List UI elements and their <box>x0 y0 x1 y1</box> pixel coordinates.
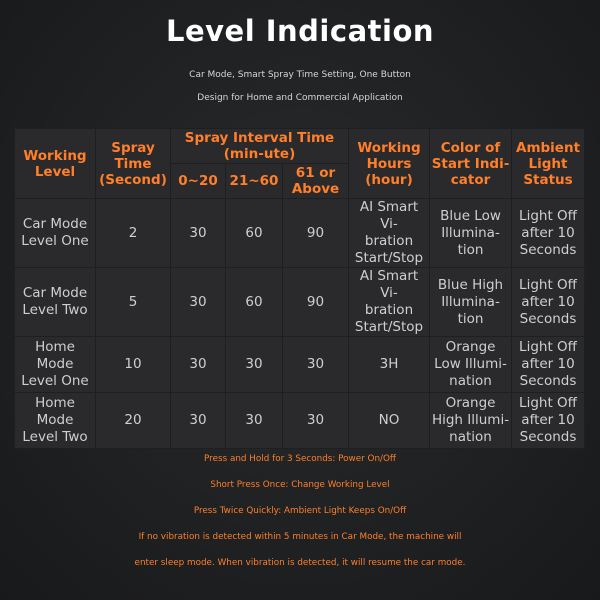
spray-time-cell: 10 <box>96 337 170 392</box>
cell-line: Light Off <box>519 339 577 355</box>
level-name-line: Home Mode <box>35 339 75 372</box>
color-indicator-cell <box>430 393 511 448</box>
level-table <box>14 128 585 449</box>
cell-line: Start/Stop <box>354 319 424 335</box>
cell-line: Low Illumi- <box>434 356 507 372</box>
instruction-line: Press Twice Quickly: Ambient Light Keeps On/Off <box>193 506 407 516</box>
cell-line: Seconds <box>519 241 577 258</box>
header-working-level: Working Level <box>15 129 95 198</box>
interval-cell: 30 <box>283 337 348 392</box>
header-color-indicator: Color of Start Indi-cator <box>430 129 511 198</box>
cell-line: Orange <box>445 395 496 411</box>
level-name-line: Level Two <box>22 302 88 318</box>
working-hours-cell <box>349 199 429 267</box>
ambient-light-cell <box>512 337 584 392</box>
header-interval-61-above: 61 or Above <box>283 164 348 198</box>
interval-cell: 30 <box>171 199 225 267</box>
interval-cell: 90 <box>283 268 348 336</box>
cell-line: after 10 <box>521 356 575 372</box>
table-row <box>15 337 584 392</box>
cell-line: Seconds <box>519 310 577 327</box>
header-working-hours: Working Hours (hour) <box>349 129 429 198</box>
instruction-line: If no vibration is detected within 5 minutes in Car Mode, the machine will <box>138 532 462 542</box>
color-indicator-cell <box>430 268 511 336</box>
table-row <box>15 393 584 448</box>
subtitle-line: Design for Home and Commercial Application <box>197 93 403 103</box>
level-name-cell <box>15 337 95 392</box>
cell-line: bration <box>364 233 414 249</box>
cell-line: nation <box>449 373 492 389</box>
interval-cell: 30 <box>171 268 225 336</box>
header-interval-21-60: 21~60 <box>226 164 282 198</box>
cell-line: Illumina- <box>441 293 500 310</box>
spray-time-cell: 20 <box>96 393 170 448</box>
working-hours-cell: 3H <box>349 337 429 392</box>
cell-line: Blue High <box>437 276 504 293</box>
level-name-line: Car Mode <box>22 216 88 232</box>
level-name-line: Car Mode <box>22 285 88 301</box>
cell-line: Seconds <box>519 373 577 389</box>
cell-line: AI Smart Vi- <box>359 268 419 301</box>
level-name-cell <box>15 268 95 336</box>
interval-cell: 30 <box>171 393 225 448</box>
cell-line: Blue Low <box>440 207 501 224</box>
working-hours-cell: NO <box>349 393 429 448</box>
cell-line: tion <box>457 241 484 258</box>
cell-line: Illumina- <box>441 224 500 241</box>
cell-line: Light Off <box>519 395 577 411</box>
instruction-line: Short Press Once: Change Working Level <box>210 480 390 490</box>
interval-cell: 60 <box>226 199 282 267</box>
header-spray-time: Spray Time (Second) <box>96 129 170 198</box>
interval-cell: 30 <box>226 393 282 448</box>
interval-cell: 30 <box>171 337 225 392</box>
cell-line: Light Off <box>519 207 577 224</box>
cell-line: bration <box>364 302 414 318</box>
interval-cell: 30 <box>283 393 348 448</box>
spray-time-cell: 5 <box>96 268 170 336</box>
instruction-line: Press and Hold for 3 Seconds: Power On/Off <box>204 454 396 464</box>
subtitle <box>0 64 600 110</box>
cell-line: Seconds <box>519 429 577 445</box>
cell-line: after 10 <box>521 224 575 241</box>
interval-cell: 90 <box>283 199 348 267</box>
cell-line: Light Off <box>519 276 577 293</box>
cell-line: AI Smart Vi- <box>359 199 419 232</box>
cell-line: nation <box>449 429 492 445</box>
level-name-line: Level One <box>21 233 89 249</box>
cell-line: Orange <box>445 339 496 355</box>
ambient-light-cell <box>512 268 584 336</box>
level-name-line: Level One <box>21 373 89 389</box>
cell-line: tion <box>457 310 484 327</box>
ambient-light-cell <box>512 199 584 267</box>
interval-cell: 60 <box>226 268 282 336</box>
level-name-cell <box>15 199 95 267</box>
cell-line: High Illumi- <box>431 412 510 428</box>
working-hours-cell <box>349 268 429 336</box>
page-title: Level Indication <box>165 14 435 48</box>
header-spray-interval: Spray Interval Time (min-ute) <box>171 129 348 163</box>
table-row <box>15 199 584 267</box>
level-name-line: Home Mode <box>35 395 75 428</box>
spray-time-cell: 2 <box>96 199 170 267</box>
header-ambient-light: Ambient Light Status <box>512 129 584 198</box>
cell-line: after 10 <box>521 293 575 310</box>
instruction-line: enter sleep mode. When vibration is detected, it will resume the car mode. <box>134 558 466 568</box>
level-name-line: Level Two <box>22 429 88 445</box>
color-indicator-cell <box>430 199 511 267</box>
header-interval-0-20: 0~20 <box>171 164 225 198</box>
table-row <box>15 268 584 336</box>
interval-cell: 30 <box>226 337 282 392</box>
level-name-cell <box>15 393 95 448</box>
subtitle-line: Car Mode, Smart Spray Time Setting, One Button <box>189 70 411 80</box>
cell-line: after 10 <box>521 412 575 428</box>
color-indicator-cell <box>430 337 511 392</box>
cell-line: Start/Stop <box>354 250 424 266</box>
ambient-light-cell <box>512 393 584 448</box>
instructions <box>0 446 600 576</box>
